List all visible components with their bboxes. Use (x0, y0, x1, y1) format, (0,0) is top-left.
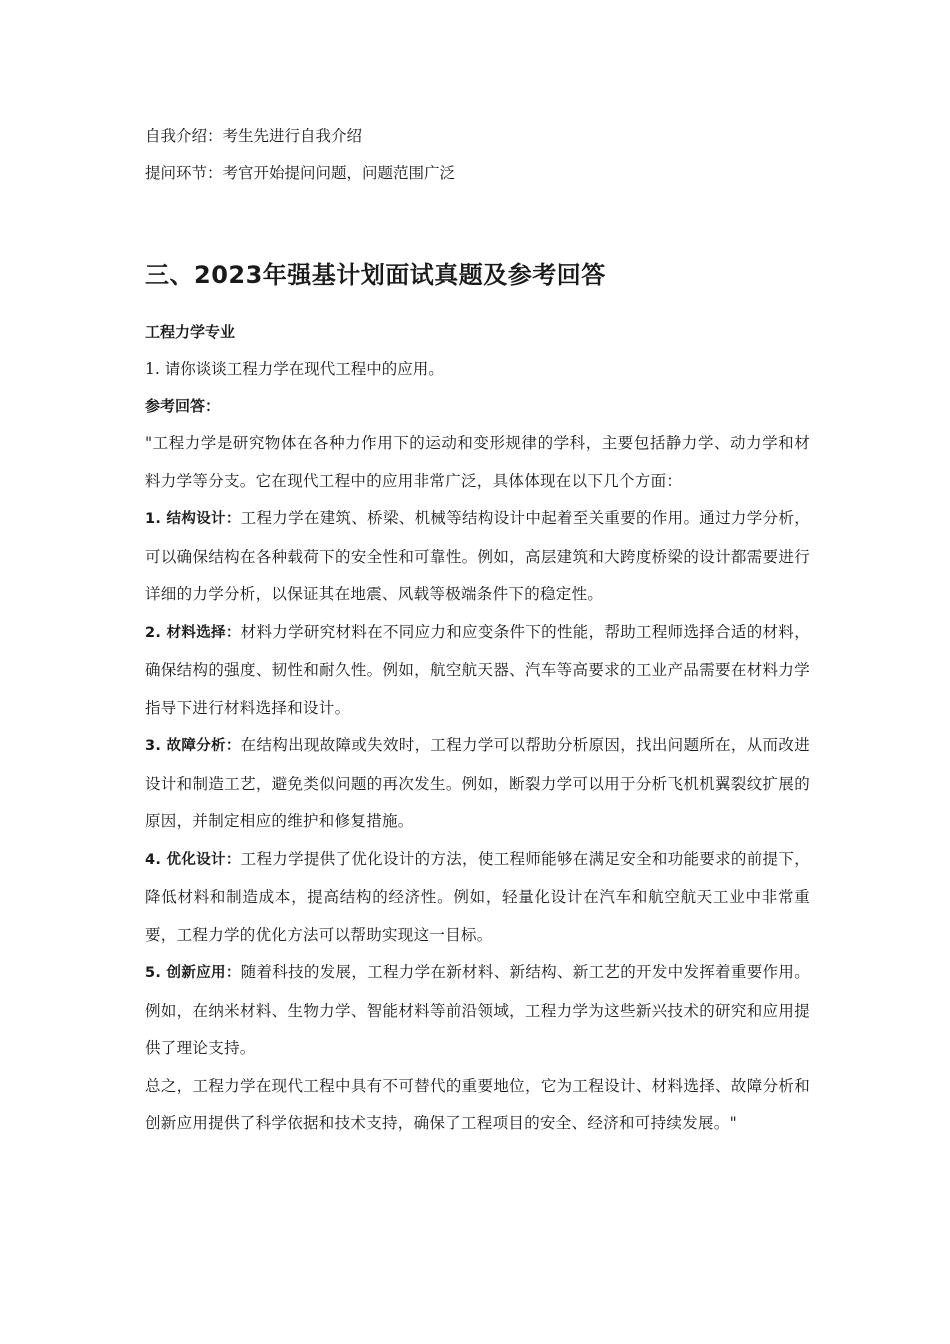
answer-point-5-label: 5. 创新应用： (145, 965, 241, 981)
intro-self-introduction: 自我介绍：考生先进行自我介绍 (145, 127, 363, 145)
answer-conclusion: 总之，工程力学在现代工程中具有不可替代的重要地位，它为工程设计、材料选择、故障分析和创新应用提供了科学依据和技术支持，确保了工程项目的安全、经济和可持续发展。" (145, 1076, 810, 1132)
answer-intro: "工程力学是研究物体在各种力作用下的运动和变形规律的学科，主要包括静力学、动力学和材料力学等分支。它在现代工程中的应用非常广泛，具体体现在以下几个方面： (145, 434, 810, 490)
intro-questioning: 提问环节：考官开始提问问题，问题范围广泛 (145, 164, 456, 182)
answer-point-2 (145, 614, 810, 728)
answer-point-2-label: 2. 材料选择： (145, 624, 241, 641)
major-title: 工程力学专业 (145, 323, 236, 341)
answer-point-1-label: 1. 结构设计： (145, 511, 241, 527)
section-heading: 三、2023年强基计划面试真题及参考回答 (145, 261, 606, 289)
answer-label: 参考回答： (145, 397, 221, 415)
answer-point-3-label: 3. 故障分析： (145, 738, 241, 754)
document-body (145, 118, 810, 1143)
answer-point-4 (145, 841, 810, 955)
answer-point-4-text: 工程力学提供了优化设计的方法，使工程师能够在满足安全和功能要求的前提下，降低材料和制造成本，提高结构的经济性。例如，轻量化设计在汽车和航空航天工业中非常重要，工程力学的优化方法可以帮助实现这一目标。 (145, 849, 810, 944)
answer-point-1-text: 工程力学在建筑、桥梁、机械等结构设计中起着至关重要的作用。通过力学分析，可以确保结构在各种载荷下的安全性和可靠性。例如，高层建筑和大跨度桥梁的设计都需要进行详细的力学分析，以保证其在地震、风载等极端条件下的稳定性。 (145, 509, 810, 603)
answer-point-1 (145, 500, 810, 614)
question-text: 1. 请你谈谈工程力学在现代工程中的应用。 (145, 360, 444, 378)
answer-point-3 (145, 727, 810, 841)
answer-point-3-text: 在结构出现故障或失效时，工程力学可以帮助分析原因，找出问题所在，从而改进设计和制造工艺，避免类似问题的再次发生。例如，断裂力学可以用于分析飞机机翼裂纹扩展的原因，并制定相应的维护和修复措施。 (145, 736, 810, 830)
answer-point-4-label: 4. 优化设计： (145, 851, 241, 868)
answer-point-5-text: 随着科技的发展，工程力学在新材料、新结构、新工艺的开发中发挥着重要作用。例如，在纳米材料、生物力学、智能材料等前沿领域，工程力学为这些新兴技术的研究和应用提供了理论支持。 (145, 963, 810, 1057)
answer-point-2-text: 材料力学研究材料在不同应力和应变条件下的性能，帮助工程师选择合适的材料，确保结构的强度、韧性和耐久性。例如，航空航天器、汽车等高要求的工业产品需要在材料力学指导下进行材料选择和设计。 (145, 622, 810, 717)
answer-point-5 (145, 954, 810, 1068)
